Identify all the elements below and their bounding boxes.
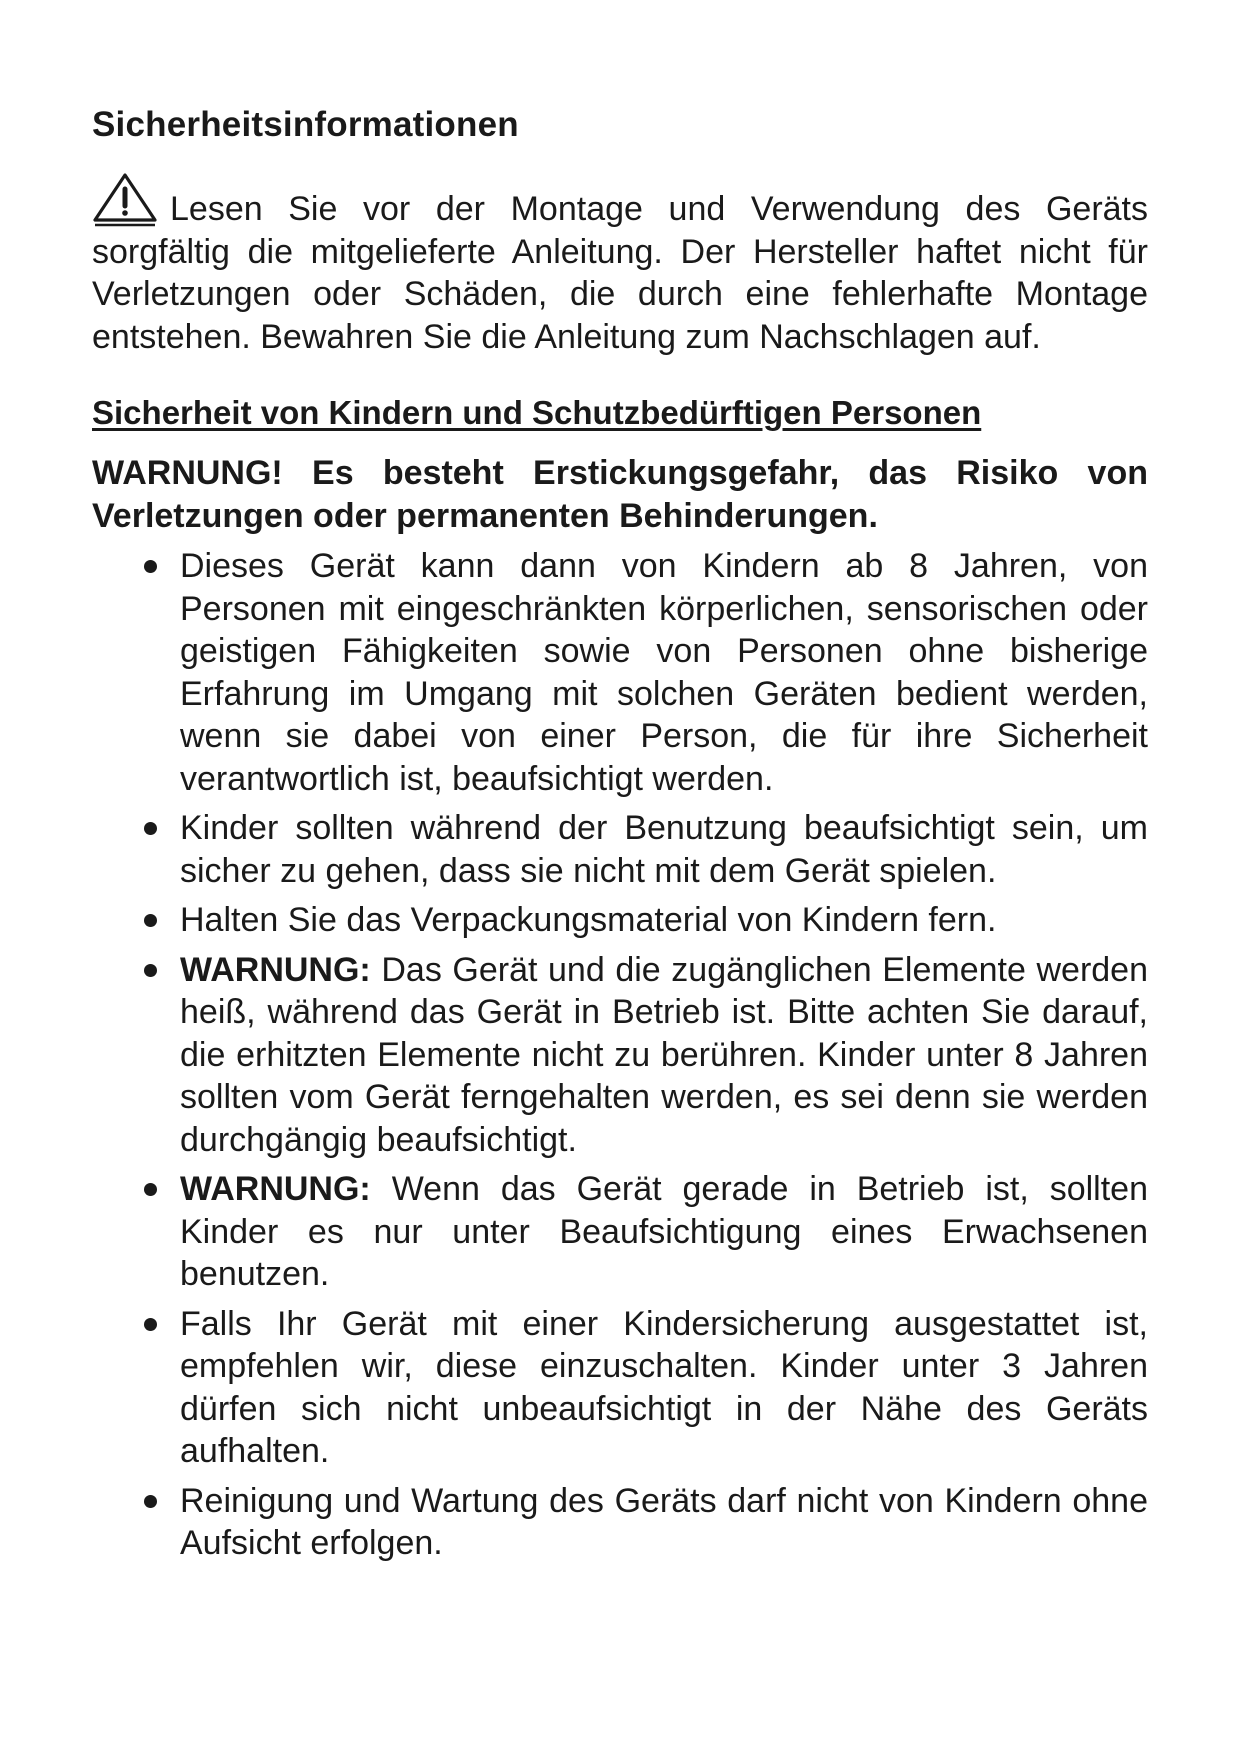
list-item <box>92 1303 1148 1473</box>
list-item-text: Wenn das Gerät gerade in Betrieb ist, sollten Kinder es nur unter Beaufsichtigung eines Erwachsenen benutzen. <box>180 1170 1149 1293</box>
list-item <box>92 949 1148 1162</box>
bullet-icon <box>144 1495 157 1508</box>
list-item <box>92 1168 1148 1296</box>
intro-paragraph <box>92 172 1148 358</box>
list-item-text: Reinigung und Wartung des Geräts darf nicht von Kindern ohne Aufsicht erfolgen. <box>180 1481 1148 1562</box>
bullet-icon <box>144 964 157 977</box>
list-item-text: Falls Ihr Gerät mit einer Kindersicherung ausgestattet ist, empfehlen wir, diese einzuschalten. Kinder unter 3 Jahren dürfen sich nicht unbeaufsichtigt in der Nähe des Geräts aufhalten. <box>180 1304 1148 1470</box>
intro-text: Lesen Sie vor der Montage und Verwendung des Geräts sorgfältig die mitgelieferte Anleitung. Der Hersteller haftet nicht für Verletzungen oder Schäden, die durch eine fehlerhafte Montage entstehen. Bewahren Sie die Anleitung zum Nachschlagen auf. <box>92 190 1148 356</box>
list-item <box>92 807 1148 892</box>
list-item <box>92 1480 1148 1565</box>
bullet-icon <box>144 914 157 927</box>
list-item-text: Das Gerät und die zugänglichen Elemente werden heiß, während das Gerät in Betrieb ist. Bitte achten Sie darauf, die erhitzten Elemente nicht zu berühren. Kinder unter 8 Jahren sollten vom Gerät ferngehalten werden, es sei denn sie werden durchgängig beaufsichtigt. <box>180 950 1148 1159</box>
bullet-icon <box>144 560 157 573</box>
list-item-text: Halten Sie das Verpackungsmaterial von Kindern fern. <box>180 901 997 939</box>
document-page <box>92 104 1148 1572</box>
list-item <box>92 545 1148 800</box>
list-item-text: Dieses Gerät kann dann von Kindern ab 8 Jahren, von Personen mit eingeschränkten körperlichen, sensorischen oder geistigen Fähigkeiten sowie von Personen ohne bisherige Erfahrung im Umgang mit solchen Geräten bedient werden, wenn sie dabei von einer Person, die für ihre Sicherheit verantwortlich ist, beaufsichtigt werden. <box>180 547 1148 798</box>
warning-prefix: WARNUNG: <box>180 950 371 989</box>
list-item <box>92 899 1148 942</box>
list-item-text: Kinder sollten während der Benutzung beaufsichtigt sein, um sicher zu gehen, dass sie nicht mit dem Gerät spielen. <box>180 809 1148 890</box>
warning-lead: WARNUNG! Es besteht Erstickungsgefahr, das Risiko von Verletzungen oder permanenten Behinderungen. <box>92 454 1148 535</box>
bullet-icon <box>144 822 157 835</box>
warning-triangle-icon <box>92 172 158 228</box>
bullet-icon <box>144 1318 157 1331</box>
section-heading: Sicherheit von Kindern und Schutzbedürftigen Personen <box>92 394 982 431</box>
page-title: Sicherheitsinformationen <box>92 105 519 144</box>
warning-prefix: WARNUNG: <box>180 1170 371 1208</box>
safety-bullet-list <box>92 545 1148 1565</box>
bullet-icon <box>144 1183 157 1196</box>
